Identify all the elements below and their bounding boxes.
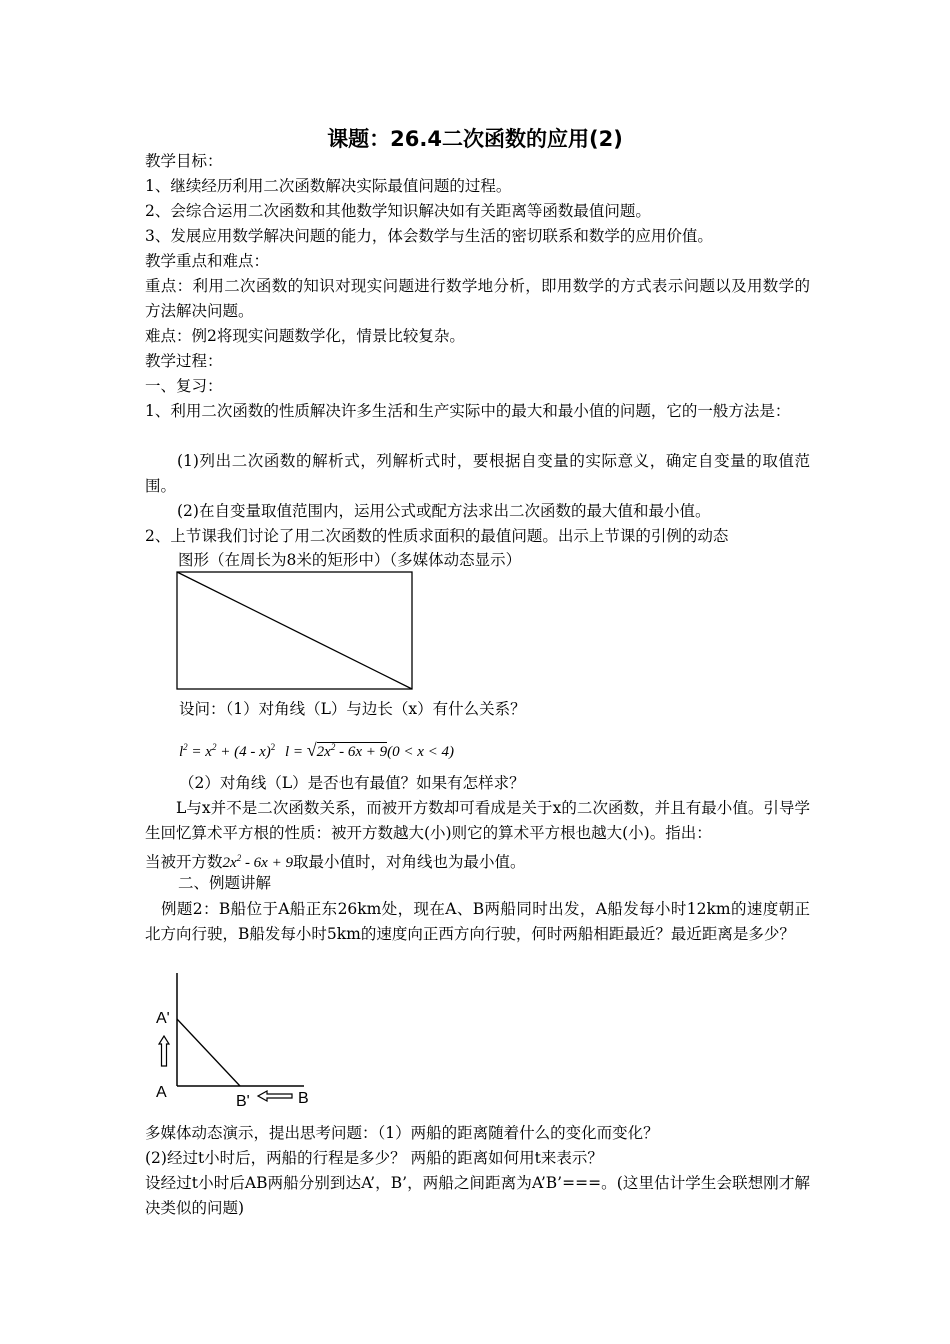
question-2-text: (2)经过t小时后，两船的行程是多少？ 两船的距离如何用t来表示？: [145, 1149, 603, 1167]
formula-domain: (0 < x < 4): [387, 744, 455, 760]
formula-l2: l: [179, 744, 184, 760]
explain-expr-main: 2x: [222, 855, 237, 871]
label-a: A: [156, 1084, 167, 1101]
process-heading: 教学过程：: [145, 352, 223, 370]
question-2: （2）对角线（L）是否也有最值？如果有怎样求？: [179, 774, 525, 792]
question-1: 设问：（1）对角线（L）与边长（x）有什么关系？: [179, 700, 526, 718]
diagonal-formula: $l^2 = x^2 + (4 - x)^2$ $l = √2x^2 - 6x + 9(0 < x < 4)$: [179, 740, 455, 760]
objective-item: 3、发展应用数学解决问题的能力，体会数学与生活的密切联系和数学的应用价值。: [145, 227, 713, 245]
label-a-prime: A': [156, 1010, 170, 1027]
ship-diagram: [150, 970, 320, 1112]
objective-item: 2、会综合运用二次函数和其他数学知识解决如有关距离等函数最值问题。: [145, 202, 651, 220]
difficulty-text: 难点：例2将现实问题数学化，情景比较复杂。: [145, 327, 465, 345]
review-heading: 一、复习：: [145, 377, 223, 395]
explain-expr: $2x^2 - 6x + 9$: [222, 853, 293, 871]
review-item-1b: (2)在自变量取值范围内，运用公式或配方法求出二次函数的最大值和最小值。: [177, 502, 711, 520]
review-item-2: 2、上节课我们讨论了用二次函数的性质求面积的最值问题。出示上节课的引例的动态: [145, 527, 729, 545]
focus-text: 重点：利用二次函数的知识对现实问题进行数学地分析，即用数学的方式表示问题以及用数学的方法解决问题。: [145, 277, 810, 320]
review-item-1a: (1)列出二次函数的解析式，列解析式时，要根据自变量的实际意义，确定自变量的取值范围。: [145, 452, 810, 495]
sqrt-sign: √: [306, 740, 317, 760]
rectangle-diagonal: [177, 572, 412, 689]
objective-item: 1、继续经历利用二次函数解决实际最值问题的过程。: [145, 177, 512, 195]
formula-radicand-rest: - 6x + 9: [335, 744, 388, 760]
label-b-prime: B': [236, 1093, 250, 1110]
formula-plus: + (4 - x): [216, 744, 271, 760]
formula-eq1: = x: [187, 744, 212, 760]
explain-2a: 当被开方数: [145, 853, 223, 871]
page-title: 课题：26.4二次函数的应用(2): [327, 127, 623, 151]
formula-eq2: =: [289, 744, 307, 760]
explain-2b: 取最小值时，对角线也为最小值。: [292, 853, 526, 871]
explain-expr-rest: - 6x + 9: [241, 855, 293, 871]
label-b: B: [298, 1090, 309, 1107]
review-item-1: 1、利用二次函数的性质解决许多生活和生产实际中的最大和最小值的问题，它的一般方法是：: [145, 402, 791, 420]
west-arrow-icon: [258, 1091, 292, 1101]
example-2-text: 例题2：B船位于A船正东26km处，现在A、B两船同时出发，A船发每小时12km的速度朝正北方向行驶，B船发每小时5km的速度向正西方向行驶，何时两船相距最近？最近距离是多少？: [145, 900, 810, 943]
distance-line: [177, 1019, 240, 1086]
examples-heading: 二、例题讲解: [178, 874, 272, 892]
formula-l: l: [284, 744, 290, 760]
explanation-text: L与x并不是二次函数关系，而被开方数却可看成是关于x的二次函数，并且有最小值。引导学生回忆算术平方根的性质：被开方数越大(小)则它的算术平方根也越大(小)。指出：: [145, 799, 810, 842]
north-arrow-icon: [159, 1036, 169, 1066]
multimedia-question: 多媒体动态演示，提出思考问题：（1）两船的距离随着什么的变化而变化？: [145, 1124, 659, 1142]
formula-radicand: 2x: [316, 744, 331, 760]
objectives-heading: 教学目标：: [145, 152, 223, 170]
review-item-2b: 图形（在周长为8米的矩形中）（多媒体动态显示）: [178, 551, 522, 569]
setup-text: 设经过t小时后AB两船分别到达A’，B’，两船之间距离为A’B’===。(这里估计学生会联想刚才解决类似的问题): [145, 1174, 810, 1217]
keypoints-heading: 教学重点和难点：: [145, 252, 270, 270]
rectangle-diagram: [176, 571, 414, 691]
